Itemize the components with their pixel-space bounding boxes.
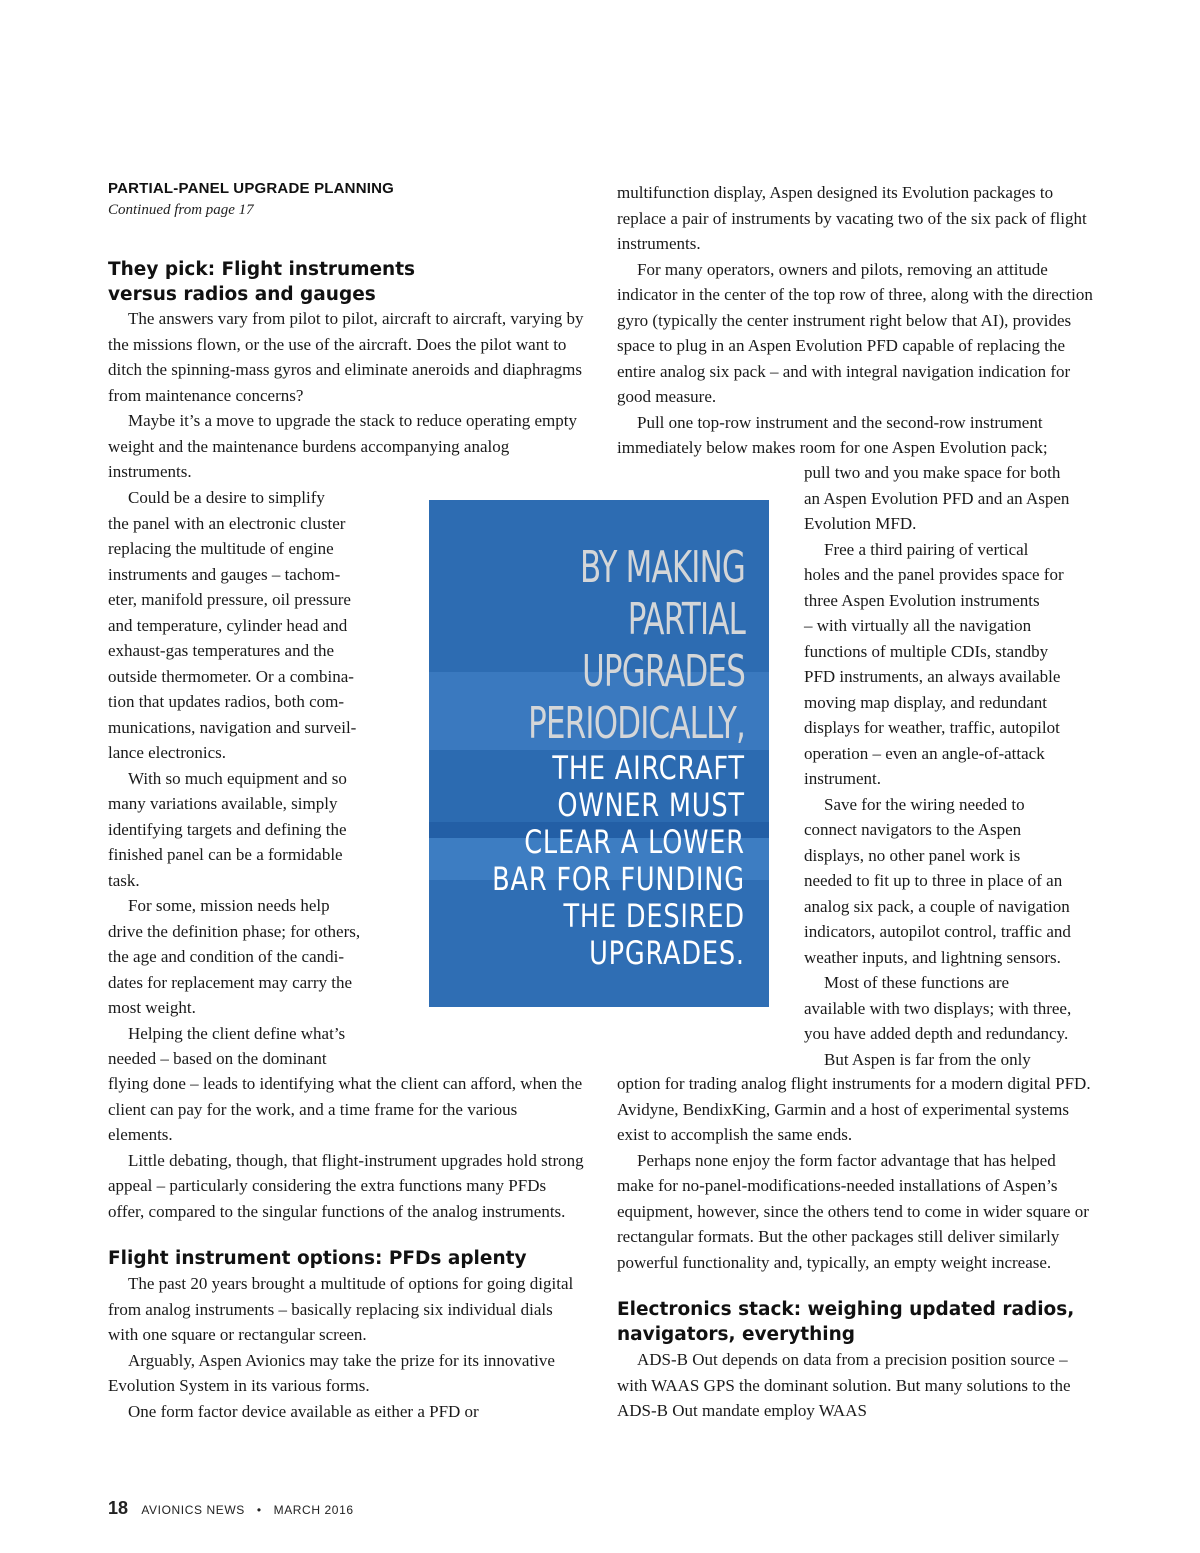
heading-line: versus radios and gauges bbox=[108, 284, 376, 305]
left-column-lower bbox=[108, 1071, 584, 1424]
text-line: three Aspen Evolution instruments bbox=[804, 590, 1040, 610]
text-line: finished panel can be a formidable bbox=[108, 845, 343, 864]
quote-line: UPGRADES. bbox=[589, 934, 745, 972]
text-line: an Aspen Evolution PFD and an Aspen bbox=[804, 488, 1070, 508]
text-line: the age and condition of the candi- bbox=[108, 947, 345, 966]
paragraph: flying done – leads to identifying what the client can afford, when the client can pay for the work, and a time frame for the various elements. bbox=[108, 1074, 583, 1144]
text-line: – with virtually all the navigation bbox=[804, 616, 1032, 635]
paragraph: Little debating, though, that flight-instrument upgrades hold strong appeal – particularly considering the extra functions many PFDs offer, compared to the singular functions of the analog instruments. bbox=[108, 1150, 584, 1221]
text-line: analog six pack, a couple of navigation bbox=[804, 896, 1070, 916]
text-line: indicators, autopilot control, traffic and bbox=[804, 922, 1071, 941]
text-line: Free a third pairing of vertical bbox=[824, 539, 1029, 559]
text-line: PFD instruments, an always available bbox=[804, 667, 1061, 686]
text-line: outside thermometer. Or a combina- bbox=[108, 666, 354, 686]
text-line: the panel with an electronic cluster bbox=[108, 513, 346, 533]
text-line: drive the definition phase; for others, bbox=[108, 921, 361, 941]
text-line: connect navigators to the Aspen bbox=[804, 820, 1022, 839]
text-line: and temperature, cylinder head and bbox=[108, 615, 348, 635]
page-number: 18 bbox=[108, 1498, 129, 1518]
right-column-upper bbox=[617, 180, 1095, 461]
paragraph: For many operators, owners and pilots, removing an attitude indicator in the center of the top row of three, along with the direction gyro (typically the center instrument right below that AI), provides space to plug in an Aspen Evolution PFD capable of replacing the entire analog six pack – and with integral navigation indication for good measure. bbox=[617, 259, 1093, 406]
quote-line: CLEAR A LOWER bbox=[524, 823, 745, 861]
text-line: operation – even an angle-of-attack bbox=[804, 743, 1045, 763]
text-line: Helping the client define what’s bbox=[128, 1023, 346, 1043]
text-line: holes and the panel provides space for bbox=[804, 565, 1064, 584]
text-line: But Aspen is far from the only bbox=[824, 1049, 1031, 1069]
left-narrow-text bbox=[108, 485, 408, 1072]
text-line: Most of these functions are bbox=[824, 973, 1010, 992]
quote-large-text bbox=[528, 542, 745, 750]
pull-quote bbox=[429, 500, 769, 1007]
quote-line: BAR FOR FUNDING bbox=[492, 860, 745, 898]
publication-name: AVIONICS NEWS bbox=[141, 1503, 245, 1517]
text-line: Evolution MFD. bbox=[804, 514, 917, 533]
right-column-lower bbox=[617, 1071, 1095, 1424]
text-line: replacing the multitude of engine bbox=[108, 539, 334, 558]
text-line: Could be a desire to simplify bbox=[128, 488, 325, 507]
text-line: needed – based on the dominant bbox=[108, 1049, 327, 1068]
text-line: munications, navigation and surveil- bbox=[108, 717, 357, 737]
text-line: task. bbox=[108, 870, 140, 890]
quote-line: THE AIRCRAFT bbox=[552, 749, 745, 787]
paragraph: ADS-B Out depends on data from a precision position source – with WAAS GPS the dominant solution. But many solutions to the ADS-B Out mandate employ WAAS bbox=[617, 1350, 1071, 1420]
text-line: dates for replacement may carry the bbox=[108, 972, 353, 992]
quote-line: PERIODICALLY, bbox=[528, 698, 745, 749]
text-line: moving map display, and redundant bbox=[804, 692, 1047, 712]
text-line: functions of multiple CDIs, standby bbox=[804, 641, 1049, 661]
text-line: eter, manifold pressure, oil pressure bbox=[108, 590, 351, 609]
text-line: exhaust-gas temperatures and the bbox=[108, 641, 335, 660]
quote-line: OWNER MUST bbox=[557, 786, 745, 824]
text-line: lance electronics. bbox=[108, 743, 226, 762]
quote-line: PARTIAL bbox=[627, 594, 745, 645]
heading-electronics-stack bbox=[617, 1297, 1095, 1347]
footer-bullet: • bbox=[256, 1503, 262, 1517]
heading-flight-instrument-options: Flight instrument options: PFDs aplenty bbox=[108, 1248, 527, 1269]
paragraph: multifunction display, Aspen designed its Evolution packages to replace a pair of instruments by vacating two of the six pack of flight instruments. bbox=[617, 183, 1087, 253]
issue-date: MARCH 2016 bbox=[273, 1503, 354, 1517]
section-kicker: PARTIAL-PANEL UPGRADE PLANNING bbox=[108, 180, 395, 197]
heading-they-pick bbox=[108, 257, 584, 307]
text-line: many variations available, simply bbox=[108, 794, 338, 813]
text-line: pull two and you make space for both bbox=[804, 463, 1061, 482]
quote-line: BY MAKING bbox=[579, 542, 745, 593]
text-line: weather inputs, and lightning sensors. bbox=[804, 947, 1061, 967]
text-line: most weight. bbox=[108, 998, 196, 1017]
page-footer bbox=[108, 1498, 354, 1519]
text-line: For some, mission needs help bbox=[128, 896, 330, 915]
text-line: needed to fit up to three in place of an bbox=[804, 871, 1063, 890]
text-line: identifying targets and defining the bbox=[108, 819, 347, 839]
heading-line: Electronics stack: weighing updated radios, bbox=[617, 1299, 1075, 1320]
text-line: you have added depth and redundancy. bbox=[804, 1024, 1069, 1043]
right-narrow-text bbox=[804, 460, 1104, 1072]
paragraph: Maybe it’s a move to upgrade the stack to reduce operating empty weight and the maintenance burdens accompanying analog instruments. bbox=[108, 411, 577, 481]
text-line: displays, no other panel work is bbox=[804, 845, 1021, 865]
text-line: displays for weather, traffic, autopilot bbox=[804, 718, 1060, 737]
text-line: tion that updates radios, both com- bbox=[108, 692, 345, 711]
text-line: instruments and gauges – tachom- bbox=[108, 564, 341, 584]
paragraph: The answers vary from pilot to pilot, aircraft to aircraft, varying by the missions flown, or the use of the aircraft. Does the pilot want to ditch the spinning-mass gyros and eliminate aneroids and diaphragms from maintenance concerns? bbox=[108, 309, 584, 405]
paragraph: One form factor device available as either a PFD or bbox=[128, 1401, 479, 1421]
paragraph: Perhaps none enjoy the form factor advantage that has helped make for no-panel-modifications-needed installations of Aspen’s equipment, however, since the others tend to come in wider square or rectangular formats. But the other packages still deliver similarly powerful functionality and, typically, an empty weight increase. bbox=[617, 1150, 1089, 1272]
left-column bbox=[108, 257, 584, 485]
paragraph: The past 20 years brought a multitude of options for going digital from analog instruments – basically replacing six individual dials with one square or rectangular screen. bbox=[108, 1274, 574, 1344]
text-line: Save for the wiring needed to bbox=[824, 794, 1025, 814]
continued-note: Continued from page 17 bbox=[108, 202, 254, 218]
paragraph: Arguably, Aspen Avionics may take the prize for its innovative Evolution System in its various forms. bbox=[108, 1350, 555, 1395]
paragraph: option for trading analog flight instruments for a modern digital PFD. Avidyne, BendixKing, Garmin and a host of experimental systems exist to accomplish the same ends. bbox=[617, 1074, 1091, 1144]
text-line: instrument. bbox=[804, 769, 881, 788]
quote-line: UPGRADES bbox=[582, 646, 745, 697]
heading-line: They pick: Flight instruments bbox=[108, 259, 416, 280]
quote-line: THE DESIRED bbox=[563, 897, 745, 935]
text-line: available with two displays; with three, bbox=[804, 998, 1072, 1018]
text-line: With so much equipment and so bbox=[128, 768, 347, 788]
paragraph: Pull one top-row instrument and the second-row instrument immediately below makes room for one Aspen Evolution pack; bbox=[617, 412, 1048, 457]
heading-line: navigators, everything bbox=[617, 1324, 856, 1345]
quote-small-text bbox=[492, 750, 745, 972]
